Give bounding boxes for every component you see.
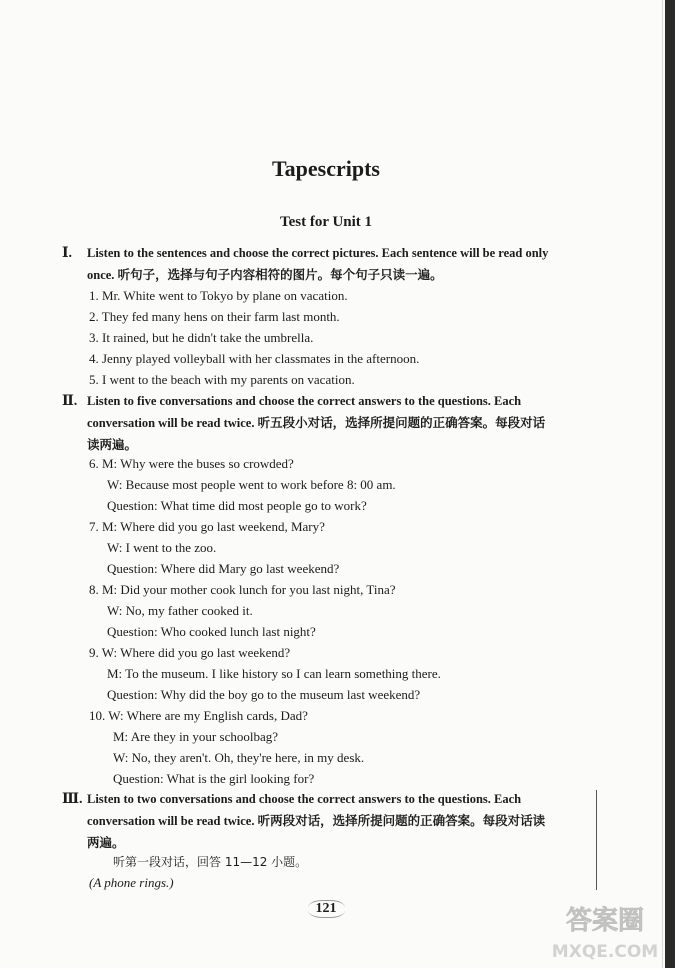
list-item: 4. Jenny played volleyball with her classmates in the afternoon. bbox=[89, 351, 420, 366]
section1-instruction-line1: Listen to the sentences and choose the correct pictures. Each sentence will be read only bbox=[87, 246, 549, 260]
margin-rule bbox=[596, 790, 597, 890]
question-line: Question: Where did Mary go last weekend? bbox=[107, 561, 340, 576]
sub-instruction: 听第一段对话，回答 11—12 小题。 bbox=[113, 855, 308, 869]
dialogue-line: 6. M: Why were the buses so crowded? bbox=[89, 456, 294, 471]
section3-instruction-line1: Listen to two conversations and choose the correct answers to the questions. Each bbox=[87, 792, 522, 806]
dialogue-line: 10. W: Where are my English cards, Dad? bbox=[89, 708, 308, 723]
list-item: 5. I went to the beach with my parents on vacation. bbox=[89, 372, 355, 387]
section3-instruction bbox=[87, 789, 593, 853]
section2-numeral: Ⅱ. bbox=[62, 394, 78, 409]
section1-instruction bbox=[87, 243, 593, 286]
page-edge-shadow bbox=[665, 0, 675, 968]
section1-instruction-line2-en: once. bbox=[87, 268, 115, 282]
question-line: Question: Why did the boy go to the museum last weekend? bbox=[107, 687, 421, 702]
section1-instruction-line2-cn: 听句子，选择与句子内容相符的图片。每个句子只读一遍。 bbox=[117, 267, 443, 282]
dialogue-line: 7. M: Where did you go last weekend, Mary? bbox=[89, 519, 325, 534]
question-line: Question: Who cooked lunch last night? bbox=[107, 624, 316, 639]
section3-instruction-line2-en: conversation will be read twice. bbox=[87, 814, 255, 828]
dialogue-line: W: No, they aren't. Oh, they're here, in my desk. bbox=[113, 750, 365, 765]
stage-direction: (A phone rings.) bbox=[89, 875, 174, 890]
question-line: Question: What time did most people go to work? bbox=[107, 498, 367, 513]
section1-instruction-line2 bbox=[87, 264, 593, 286]
section2-instruction-line2-en: conversation will be read twice. bbox=[87, 416, 255, 430]
list-item: 3. It rained, but he didn't take the umbrella. bbox=[89, 330, 314, 345]
section2-instruction bbox=[87, 391, 593, 455]
section3-instruction-line2 bbox=[87, 810, 593, 832]
page-edge-line bbox=[662, 0, 663, 968]
page-number-value: 121 bbox=[308, 900, 345, 918]
page-title: Tapescripts bbox=[272, 156, 380, 181]
watermark-logo bbox=[540, 895, 670, 965]
dialogue-line: W: I went to the zoo. bbox=[107, 540, 217, 555]
section2-instruction-line3: 读两遍。 bbox=[87, 437, 138, 452]
section3-instruction-line2-cn: 听两段对话，选择所提问题的正确答案。每段对话读 bbox=[257, 813, 546, 828]
dialogue-line: W: Because most people went to work before 8: 00 am. bbox=[107, 477, 396, 492]
list-item: 2. They fed many hens on their farm last month. bbox=[89, 309, 340, 324]
section3-instruction-line3: 两遍。 bbox=[87, 835, 125, 850]
dialogue-line: 8. M: Did your mother cook lunch for you last night, Tina? bbox=[89, 582, 396, 597]
question-line: Question: What is the girl looking for? bbox=[113, 771, 315, 786]
dialogue-line: M: Are they in your schoolbag? bbox=[113, 729, 278, 744]
section2-instruction-line2 bbox=[87, 412, 593, 434]
watermark-text-top: 答案圈 bbox=[565, 906, 645, 936]
section3-numeral: Ⅲ. bbox=[62, 792, 83, 807]
section2-instruction-line2-cn: 听五段小对话，选择所提问题的正确答案。每段对话 bbox=[257, 415, 546, 430]
page-subtitle: Test for Unit 1 bbox=[279, 214, 373, 230]
watermark-text-bottom: MXQE.COM bbox=[551, 942, 659, 962]
dialogue-line: 9. W: Where did you go last weekend? bbox=[89, 645, 291, 660]
dialogue-line: M: To the museum. I like history so I can learn something there. bbox=[107, 666, 441, 681]
section1-numeral: Ⅰ. bbox=[62, 246, 73, 261]
dialogue-line: W: No, my father cooked it. bbox=[107, 603, 253, 618]
list-item: 1. Mr. White went to Tokyo by plane on vacation. bbox=[89, 288, 348, 303]
section2-instruction-line1: Listen to five conversations and choose the correct answers to the questions. Each bbox=[87, 394, 522, 408]
